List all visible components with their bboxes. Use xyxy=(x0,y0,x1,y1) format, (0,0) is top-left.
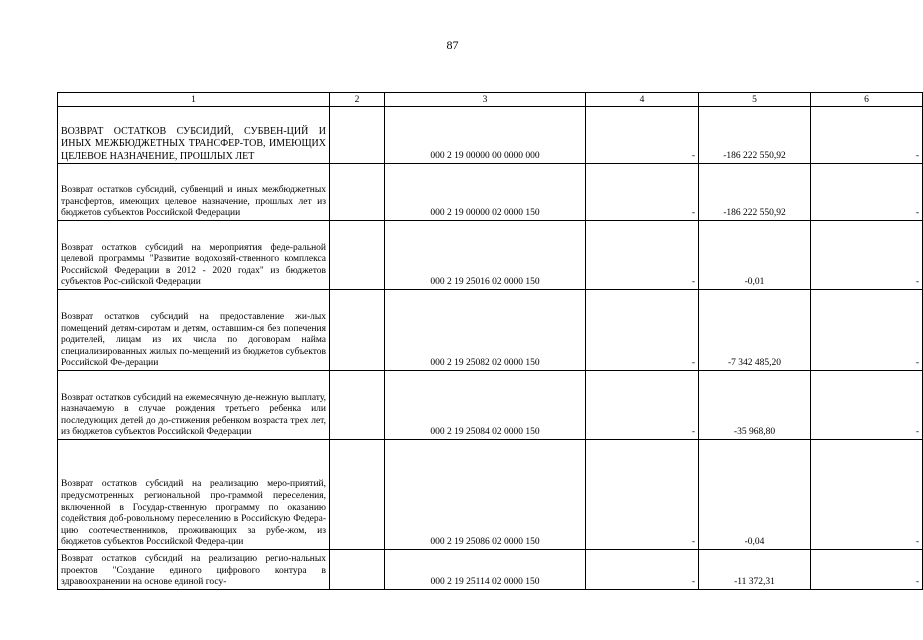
row-col4: - xyxy=(586,164,699,221)
row-col2 xyxy=(330,221,385,290)
row-col6: - xyxy=(811,290,923,371)
row-col4: - xyxy=(586,371,699,440)
header-row xyxy=(58,93,923,107)
row-col4: - xyxy=(586,107,699,164)
row-col2 xyxy=(330,290,385,371)
row-col4: - xyxy=(586,550,699,590)
table-row xyxy=(58,221,923,290)
row-col5: -0,01 xyxy=(699,221,811,290)
table-row xyxy=(58,107,923,164)
row-col6: - xyxy=(811,440,923,550)
header-col-2: 2 xyxy=(330,93,385,107)
header-col-5: 5 xyxy=(699,93,811,107)
row-code: 000 2 19 25114 02 0000 150 xyxy=(385,550,586,590)
row-name: Возврат остатков субсидий на ежемесячную де-нежную выплату, назначаемую в случае рождения третьего ребенка или последующих детей до до-стижения ребенком возраста трех лет, из бюджетов субъектов Российской Федерации xyxy=(58,371,330,440)
table-row xyxy=(58,550,923,590)
row-col6: - xyxy=(811,371,923,440)
row-col5: -186 222 550,92 xyxy=(699,164,811,221)
table-row xyxy=(58,371,923,440)
header-col-6: 6 xyxy=(811,93,923,107)
row-name: Возврат остатков субсидий, субвенций и иных межбюджетных трансфертов, имеющих целевое назначение, прошлых лет из бюджетов субъектов Российской Федерации xyxy=(58,164,330,221)
page-number: 87 xyxy=(446,38,459,52)
row-col2 xyxy=(330,164,385,221)
row-col5: -35 968,80 xyxy=(699,371,811,440)
row-col5: -0,04 xyxy=(699,440,811,550)
table-row xyxy=(58,164,923,221)
row-code: 000 2 19 25086 02 0000 150 xyxy=(385,440,586,550)
row-col6: - xyxy=(811,164,923,221)
row-code: 000 2 19 00000 00 0000 000 xyxy=(385,107,586,164)
row-code: 000 2 19 00000 02 0000 150 xyxy=(385,164,586,221)
row-col2 xyxy=(330,440,385,550)
row-col6: - xyxy=(811,107,923,164)
row-col4: - xyxy=(586,221,699,290)
row-name: ВОЗВРАТ ОСТАТКОВ СУБСИДИЙ, СУБВЕН-ЦИЙ И ИНЫХ МЕЖБЮДЖЕТНЫХ ТРАНСФЕР-ТОВ, ИМЕЮЩИХ ЦЕЛЕВОЕ НАЗНАЧЕНИЕ, ПРОШЛЫХ ЛЕТ xyxy=(58,107,330,164)
row-code: 000 2 19 25084 02 0000 150 xyxy=(385,371,586,440)
row-name: Возврат остатков субсидий на предоставление жи-лых помещений детям-сиротам и детям, оставшим-ся без попечения родителей, лицам из их числа по договорам найма специализированных жилых по-мещений из бюджетов субъектов Российской Фе-дерации xyxy=(58,290,330,371)
row-name: Возврат остатков субсидий на реализацию регио-нальных проектов "Создание единого цифрового контура в здравоохранении на основе единой госу- xyxy=(58,550,330,590)
row-col6: - xyxy=(811,550,923,590)
row-col6: - xyxy=(811,221,923,290)
row-col2 xyxy=(330,107,385,164)
row-col5: -186 222 550,92 xyxy=(699,107,811,164)
row-col4: - xyxy=(586,440,699,550)
table-row xyxy=(58,440,923,550)
row-col2 xyxy=(330,371,385,440)
table-row xyxy=(58,290,923,371)
header-col-1: 1 xyxy=(58,93,330,107)
row-name: Возврат остатков субсидий на мероприятия феде-ральной целевой программы "Развитие водохозяй-ственного комплекса Российской Федерации в 2012 - 2020 годах" из бюджетов субъектов Рос-сийской Федерации xyxy=(58,221,330,290)
row-col5: -7 342 485,20 xyxy=(699,290,811,371)
row-col4: - xyxy=(586,290,699,371)
row-col5: -11 372,31 xyxy=(699,550,811,590)
row-col2 xyxy=(330,550,385,590)
header-col-3: 3 xyxy=(385,93,586,107)
row-code: 000 2 19 25016 02 0000 150 xyxy=(385,221,586,290)
row-name: Возврат остатков субсидий на реализацию меро-приятий, предусмотренных региональной про-граммой переселения, включенной в Государ-ственную программу по оказанию содействия доб-ровольному переселению в Российскую Федера-цию соотечественников, проживающих за рубе-жом, из бюджетов субъектов Российской Федера-ции xyxy=(58,440,330,550)
row-code: 000 2 19 25082 02 0000 150 xyxy=(385,290,586,371)
header-col-4: 4 xyxy=(586,93,699,107)
budget-table xyxy=(57,92,923,590)
